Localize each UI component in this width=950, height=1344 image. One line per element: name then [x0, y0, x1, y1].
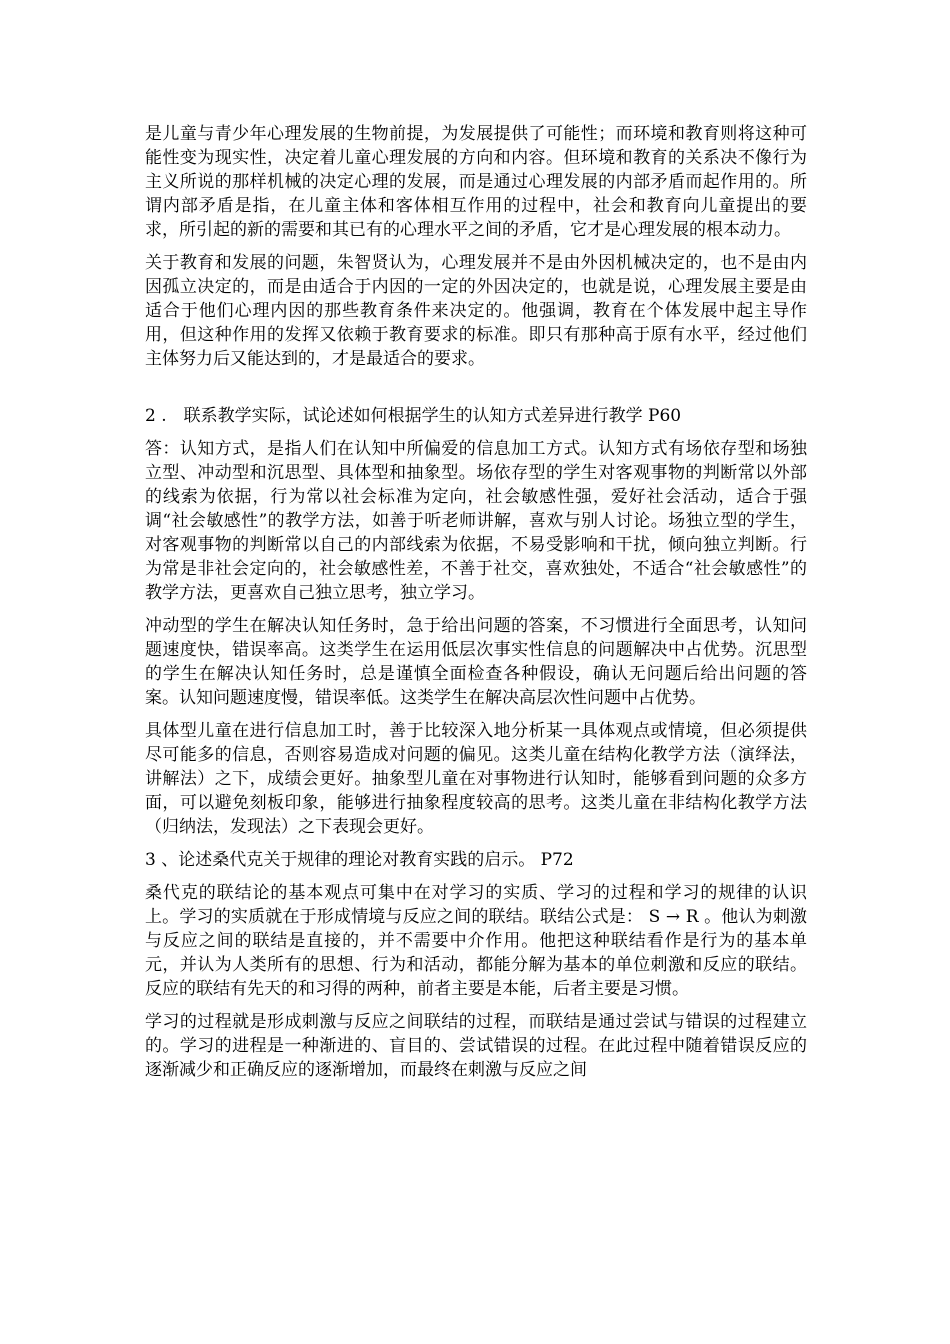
- question-3-heading: 3 、论述桑代克关于规律的理论对教育实践的启示。 P72: [145, 850, 574, 870]
- paragraph-cognitive-style-concrete: 具体型儿童在进行信息加工时，善于比较深入地分析某一具体观点或情境，但必须提供尽可能多的信息，否则容易造成对问题的偏见。这类儿童在结构化教学方法（演绎法，讲解法）之下，成绩会更好。抽象型儿童在对事物进行认知时，能够看到问题的众多方面，可以避免刻板印象，能够进行抽象程度较高的思考。这类儿童在非结构化教学方法（归纳法，发现法）之下表现会更好。: [145, 721, 807, 837]
- blank-line: [145, 380, 807, 404]
- paragraph-cognitive-style-field: 答：认知方式，是指人们在认知中所偏爱的信息加工方式。认知方式有场依存型和场独立型、冲动型和沉思型、具体型和抽象型。场依存型的学生对客观事物的判断常以外部的线索为依据，行为常以社会标准为定向，社会敏感性强，爱好社会活动，适合于强调“社会敏感性”的教学方法，如善于听老师讲解，喜欢与别人讨论。场独立型的学生，对客观事物的判断常以自己的内部线索为依据，不易受影响和干扰，倾向独立判断。行为常是非社会定向的，社会敏感性差，不善于社交，喜欢独处，不适合“社会敏感性”的教学方法，更喜欢自己独立思考，独立学习。: [145, 439, 807, 603]
- paragraph-learning-process: 学习的过程就是形成刺激与反应之间联结的过程，而联结是通过尝试与错误的过程建立的。学习的进程是一种渐进的、盲目的、尝试错误的过程。在此过程中随着错误反应的逐渐减少和正确反应的逐渐增加，而最终在刺激与反应之间: [145, 1012, 807, 1080]
- document-page: [145, 122, 807, 1091]
- question-2-heading: 2 . 联系教学实际，试论述如何根据学生的认知方式差异进行教学 P60: [145, 406, 682, 426]
- paragraph-education-and-development: 关于教育和发展的问题，朱智贤认为，心理发展并不是由外因机械决定的，也不是由内因孤立决定的，而是由适合于内因的一定的外因决定的，也就是说，心理发展主要是由适合于他们心理内因的那些教育条件来决定的。他强调，教育在个体发展中起主导作用，但这种作用的发挥又依赖于教育要求的标准。即只有那种高于原有水平，经过他们主体努力后又能达到的，才是最适合的要求。: [145, 253, 807, 369]
- paragraph-thorndike-connectionism: 桑代克的联结论的基本观点可集中在对学习的实质、学习的过程和学习的规律的认识上。学习的实质就在于形成情境与反应之间的联结。联结公式是： S → R 。他认为刺激与反应之间的联结是直接的，并不需要中介作用。他把这种联结看作是行为的基本单元，并认为人类所有的思想、行为和活动，都能分解为基本的单位刺激和反应的联结。反应的联结有先天的和习得的两种，前者主要是本能，后者主要是习惯。: [145, 883, 807, 999]
- paragraph-development-conditions: 是儿童与青少年心理发展的生物前提，为发展提供了可能性；而环境和教育则将这种可能性变为现实性，决定着儿童心理发展的方向和内容。但环境和教育的关系决不像行为主义所说的那样机械的决定心理的发展，而是通过心理发展的内部矛盾而起作用的。所谓内部矛盾是指，在儿童主体和客体相互作用的过程中，社会和教育向儿童提出的要求，所引起的新的需要和其已有的心理水平之间的矛盾，它才是心理发展的根本动力。: [145, 124, 807, 240]
- paragraph-cognitive-style-impulsive: 冲动型的学生在解决认知任务时，急于给出问题的答案，不习惯进行全面思考，认知问题速度快，错误率高。这类学生在运用低层次事实性信息的问题解决中占优势。沉思型的学生在解决认知任务时，总是谨慎全面检查各种假设，确认无问题后给出问题的答案。认知问题速度慢，错误率低。这类学生在解决高层次性问题中占优势。: [145, 616, 807, 708]
